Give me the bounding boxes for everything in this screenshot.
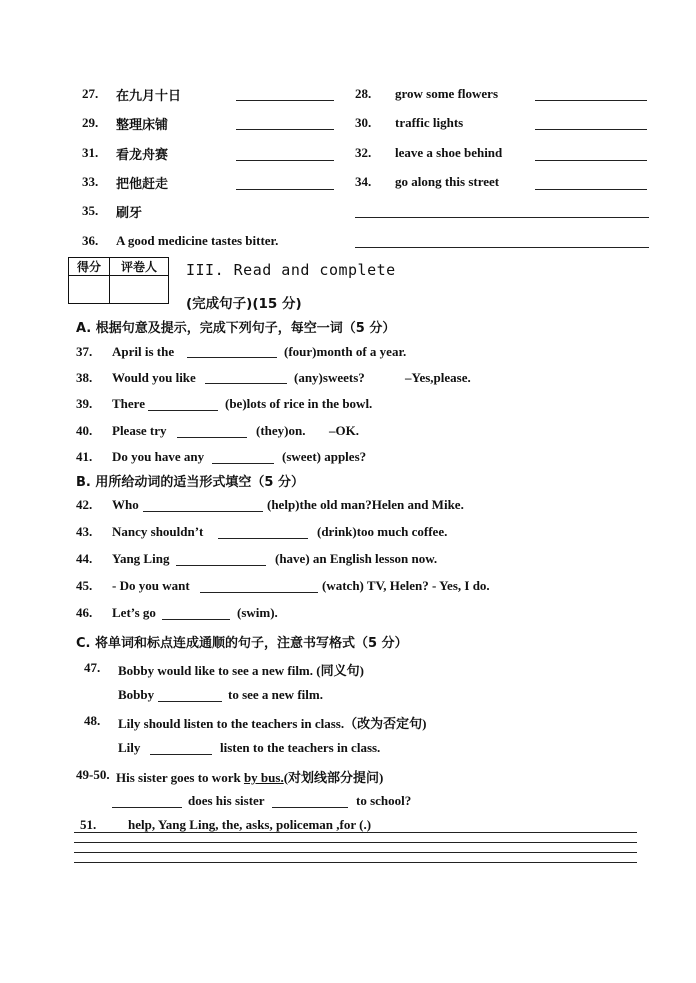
item-37-blank[interactable]: [187, 357, 277, 358]
item-30-text: traffic lights: [395, 115, 464, 130]
item-33-number: 33.: [82, 174, 99, 189]
item-46-text: Let’s go: [112, 605, 156, 620]
item-39-blank[interactable]: [148, 410, 218, 411]
item-30-answer-line[interactable]: [535, 129, 647, 130]
part-c-heading: C. 将单词和标点连成通顺的句子，注意书写格式（5 分）: [76, 636, 408, 651]
item-51-number: 51.: [80, 817, 97, 832]
item-36-number: 36.: [82, 233, 99, 248]
item-28-number: 28.: [355, 86, 372, 101]
item-34-answer-line[interactable]: [535, 189, 647, 190]
item-48-text: Lily should listen to the teachers in class.（改为否定句): [118, 716, 427, 731]
item-31-answer-line[interactable]: [236, 160, 334, 161]
item-40-text: Please try: [112, 423, 167, 438]
item-47-blank[interactable]: [158, 701, 222, 702]
item-49-50-underlined: by bus.: [243, 770, 284, 785]
item-51-answer-line-3[interactable]: [74, 852, 637, 853]
item-39-text: There: [112, 396, 145, 411]
item-38-hint: (any)sweets?: [294, 370, 365, 385]
item-48-blank[interactable]: [150, 754, 212, 755]
part-b-heading: B. 用所给动词的适当形式填空（5 分）: [76, 475, 304, 490]
item-47-answer-start: Bobby: [118, 687, 155, 702]
score-label: 得分: [69, 258, 110, 276]
item-34-text: go along this street: [395, 174, 500, 189]
item-45-blank[interactable]: [200, 592, 318, 593]
item-27-text: 在九月十日: [116, 89, 182, 104]
item-45-number: 45.: [76, 578, 93, 593]
part-a-heading: A. 根据句意及提示，完成下列句子，每空一词（5 分）: [76, 321, 396, 336]
item-32-answer-line[interactable]: [535, 160, 647, 161]
item-32-text: leave a shoe behind: [395, 145, 503, 160]
item-45-hint: (watch) TV, Helen? - Yes, I do.: [322, 578, 490, 593]
item-47-answer-end: to see a new film.: [228, 687, 323, 702]
item-40-hint: (they)on.: [256, 423, 306, 438]
item-38-reply: –Yes,please.: [405, 370, 471, 385]
item-38-blank[interactable]: [205, 383, 287, 384]
item-49-50-answer-mid: does his sister: [188, 793, 265, 808]
item-33-text: 把他赶走: [116, 177, 169, 192]
section-3-title: III. Read and complete: [186, 261, 396, 279]
item-49-50-answer-end: to school?: [356, 793, 412, 808]
section-3-subtitle: (完成句子)(15 分): [186, 296, 302, 312]
item-44-number: 44.: [76, 551, 93, 566]
item-43-number: 43.: [76, 524, 93, 539]
item-31-text: 看龙舟赛: [116, 148, 169, 163]
item-39-hint: (be)lots of rice in the bowl.: [225, 396, 373, 411]
item-41-blank[interactable]: [212, 463, 274, 464]
item-41-text: Do you have any: [112, 449, 205, 464]
score-box: [68, 257, 169, 304]
item-27-answer-line[interactable]: [236, 100, 334, 101]
item-43-hint: (drink)too much coffee.: [317, 524, 448, 539]
item-31-number: 31.: [82, 145, 99, 160]
item-49-50-blank-1[interactable]: [112, 807, 182, 808]
item-42-number: 42.: [76, 497, 93, 512]
item-27-number: 27.: [82, 86, 99, 101]
item-46-number: 46.: [76, 605, 93, 620]
item-46-blank[interactable]: [162, 619, 230, 620]
item-32-number: 32.: [355, 145, 372, 160]
item-49-50-text-before: His sister goes to work: [116, 770, 244, 785]
item-33-answer-line[interactable]: [236, 189, 334, 190]
grader-cell[interactable]: [110, 276, 169, 304]
grader-label: 评卷人: [110, 258, 169, 276]
item-48-answer-end: listen to the teachers in class.: [220, 740, 381, 755]
item-51-answer-line-4[interactable]: [74, 862, 637, 863]
item-45-text: - Do you want: [112, 578, 190, 593]
item-41-hint: (sweet) apples?: [282, 449, 367, 464]
item-42-blank[interactable]: [143, 511, 263, 512]
item-42-hint: (help)the old man?Helen and Mike.: [267, 497, 464, 512]
item-51-answer-line-2[interactable]: [74, 842, 637, 843]
item-41-number: 41.: [76, 449, 93, 464]
item-35-answer-line[interactable]: [355, 217, 649, 218]
item-28-answer-line[interactable]: [535, 100, 647, 101]
item-36-answer-line[interactable]: [355, 247, 649, 248]
item-44-text: Yang Ling: [112, 551, 170, 566]
item-39-number: 39.: [76, 396, 93, 411]
item-48-number: 48.: [84, 713, 101, 728]
item-47-text: Bobby would like to see a new film. (同义句): [118, 663, 364, 678]
item-43-blank[interactable]: [218, 538, 308, 539]
item-49-50-instruction: (对划线部分提问): [283, 770, 384, 785]
item-35-number: 35.: [82, 203, 99, 218]
item-47-number: 47.: [84, 660, 101, 675]
item-40-reply: –OK.: [329, 423, 359, 438]
item-44-blank[interactable]: [176, 565, 266, 566]
item-37-text: April is the: [112, 344, 175, 359]
item-29-answer-line[interactable]: [236, 129, 334, 130]
item-40-number: 40.: [76, 423, 93, 438]
item-49-50-text: [116, 767, 383, 786]
score-cell[interactable]: [69, 276, 110, 304]
item-38-number: 38.: [76, 370, 93, 385]
item-34-number: 34.: [355, 174, 372, 189]
item-36-text: A good medicine tastes bitter.: [116, 233, 279, 248]
item-29-text: 整理床铺: [116, 118, 169, 133]
item-28-text: grow some flowers: [395, 86, 499, 101]
item-37-number: 37.: [76, 344, 93, 359]
item-49-50-blank-2[interactable]: [272, 807, 348, 808]
item-51-answer-line-1[interactable]: [74, 832, 637, 833]
item-35-text: 刷牙: [116, 206, 143, 221]
item-51-text: help, Yang Ling, the, asks, policeman ,for (.): [128, 817, 372, 832]
item-49-50-number: 49-50.: [76, 767, 110, 782]
item-37-hint: (four)month of a year.: [284, 344, 407, 359]
item-42-text: Who: [112, 497, 139, 512]
item-29-number: 29.: [82, 115, 99, 130]
item-38-text: Would you like: [112, 370, 196, 385]
item-43-text: Nancy shouldn’t: [112, 524, 204, 539]
item-30-number: 30.: [355, 115, 372, 130]
item-40-blank[interactable]: [177, 437, 247, 438]
item-44-hint: (have) an English lesson now.: [275, 551, 438, 566]
item-46-hint: (swim).: [237, 605, 278, 620]
item-48-answer-start: Lily: [118, 740, 141, 755]
